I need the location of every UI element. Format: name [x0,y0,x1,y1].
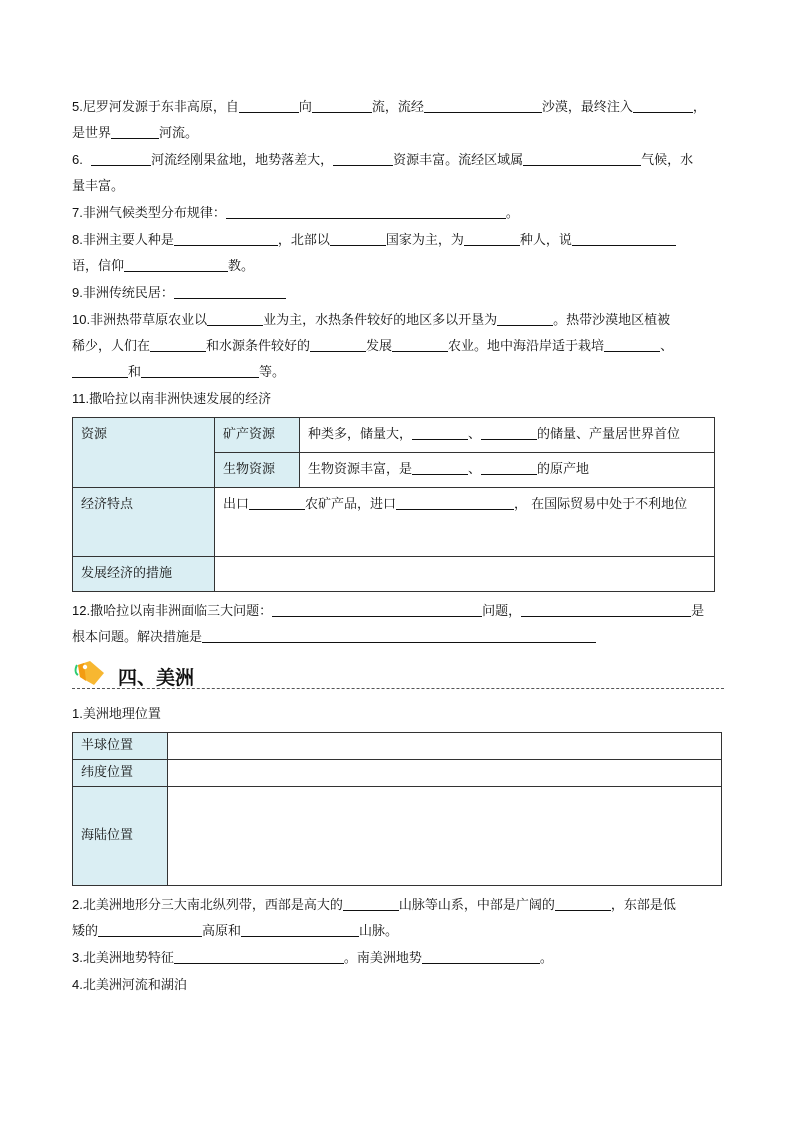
latitude-header: 纬度位置 [73,760,168,787]
blank[interactable] [464,231,520,246]
question-12: 12.撒哈拉以南非洲面临三大问题： 问题， 是 根本问题。解决措施是 [72,603,705,645]
blank[interactable] [174,284,286,299]
blank[interactable] [111,124,159,139]
blank[interactable] [422,949,540,964]
blank[interactable] [310,337,366,352]
question-11: 11.撒哈拉以南非洲快速发展的经济 [72,391,272,407]
question-s2: 2.北美洲地形分三大南北纵列带，西部是高大的 山脉等山系，中部是广阔的 ，东部是低 矮的 高原和 山脉。 [72,897,676,939]
question-7: 7.非洲气候类型分布规律： 。 [72,205,519,221]
blank[interactable] [272,602,482,617]
blank[interactable] [396,495,514,510]
question-s3: 3.北美洲地势特征 。南美洲地势 。 [72,950,553,966]
question-5: 5.尼罗河发源于东非高原，自 向 流，流经 沙漠，最终注入 ， 是世界 河流。 [72,99,706,141]
mineral-header: 矿产资源 [215,418,300,453]
blank[interactable] [226,204,506,219]
question-6: 6. 河流经刚果盆地，地势落差大， 资源丰富。流经区域属 气候，水 量丰富。 [72,152,694,194]
blank[interactable] [555,896,611,911]
blank[interactable] [481,425,537,440]
hemisphere-header: 半球位置 [73,733,168,760]
blank[interactable] [481,460,537,475]
econ-header: 经济特点 [73,488,215,557]
blank[interactable] [174,231,278,246]
econ-cell: 出口 农矿产品，进口 ， 在国际贸易中处于不利地位 [215,488,715,557]
dashed-divider [72,688,724,689]
blank[interactable] [497,311,553,326]
bio-cell: 生物资源丰富，是 、 的原产地 [300,453,715,488]
question-s1: 1.美洲地理位置 [72,706,161,722]
bio-header: 生物资源 [215,453,300,488]
blank[interactable] [412,460,468,475]
blank[interactable] [392,337,448,352]
blank[interactable] [98,922,202,937]
blank[interactable] [343,896,399,911]
resource-header: 资源 [73,418,215,488]
economy-table [72,417,715,592]
blank[interactable] [333,151,393,166]
question-8: 8.非洲主要人种是 ，北部以 国家为主，为 种人，说 语，信仰 教。 [72,227,722,280]
latitude-cell[interactable] [168,760,722,787]
mineral-cell: 种类多，储量大， 、 的储量、产量居世界首位 [300,418,715,453]
measure-cell[interactable] [215,557,715,592]
measure-header: 发展经济的措施 [73,557,215,592]
blank[interactable] [249,495,305,510]
section-title: 四、美洲 [118,667,195,689]
question-s4: 4.北美洲河流和湖泊 [72,977,187,993]
blank[interactable] [91,151,151,166]
blank[interactable] [174,949,344,964]
blank[interactable] [604,337,660,352]
blank[interactable] [202,628,596,643]
worksheet-content [72,94,722,999]
blank[interactable] [239,98,299,113]
tag-icon [74,659,108,689]
blank[interactable] [241,922,359,937]
land-sea-header: 海陆位置 [73,787,168,886]
blank[interactable] [72,363,128,378]
section-header [72,655,722,695]
blank[interactable] [633,98,693,113]
blank[interactable] [312,98,372,113]
hemisphere-cell[interactable] [168,733,722,760]
blank[interactable] [521,602,691,617]
question-10: 10.非洲热带草原农业以 业为主，水热条件较好的地区多以开垦为 。热带沙漠地区植被 稀少，人们在 和水源条件较好的 发展 农业。地中海沿岸适于栽培 、 和 等。 [72,312,674,380]
blank[interactable] [141,363,259,378]
blank[interactable] [523,151,641,166]
blank[interactable] [424,98,542,113]
blank[interactable] [572,231,676,246]
blank[interactable] [207,311,263,326]
blank[interactable] [330,231,386,246]
america-location-table [72,732,722,886]
blank[interactable] [124,257,228,272]
land-sea-cell[interactable] [168,787,722,886]
question-9: 9.非洲传统民居： [72,280,722,307]
blank[interactable] [412,425,468,440]
blank[interactable] [150,337,206,352]
